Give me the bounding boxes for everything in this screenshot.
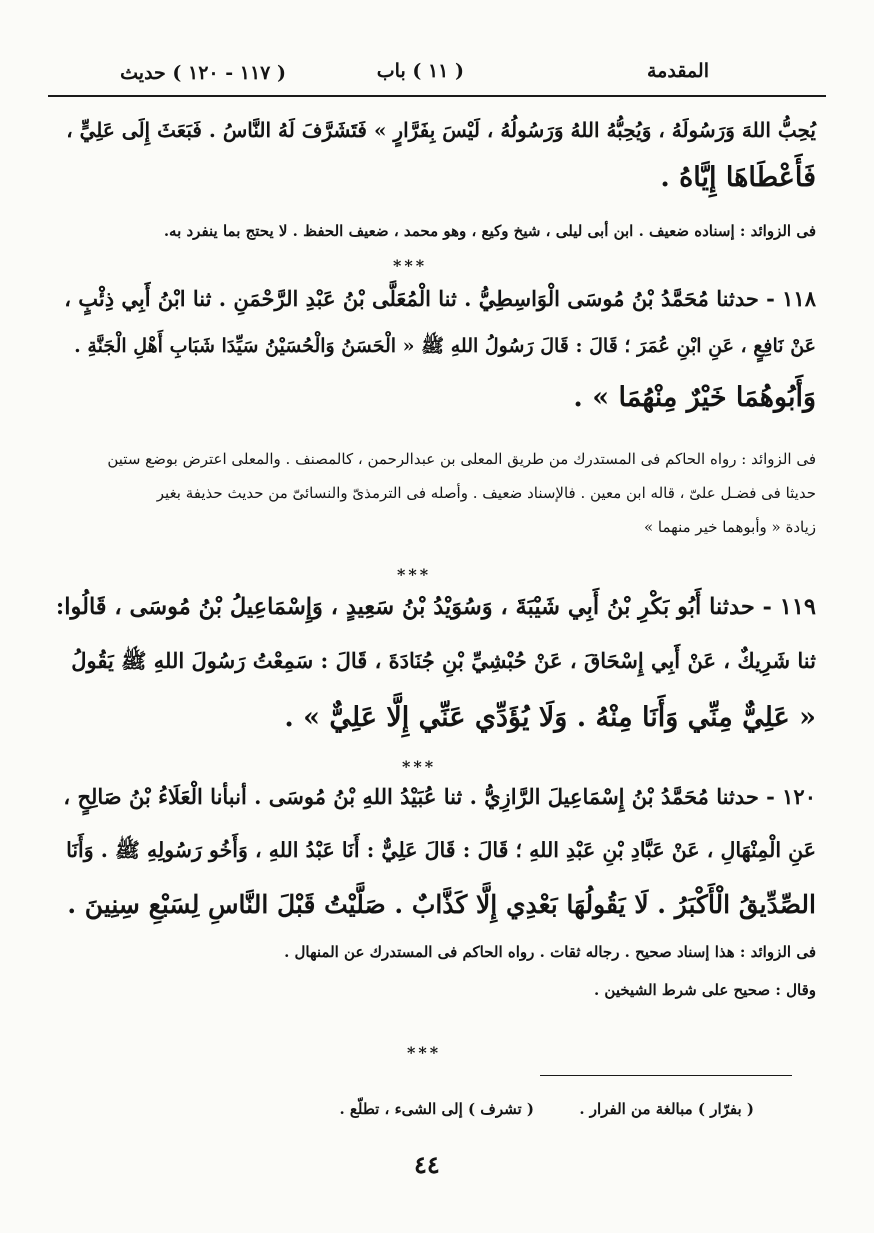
footnote-tasharraf: ( تشرف ) إلى الشىء ، تطلّع .: [339, 1100, 534, 1118]
separator-stars-3: ***: [402, 757, 437, 776]
separator-stars-1: ***: [393, 256, 428, 275]
footnote-firrar: ( بفرّار ) مبالغة من الفرار .: [579, 1100, 754, 1118]
hadith-118-line-2: عَنْ نَافِعٍ ، عَنِ ابْنِ عُمَرَ ؛ قَالَ : قَالَ رَسُولُ اللهِ ﷺ « الْحَسَنُ وَالْحُسَيْنُ سَيِّدَا شَبَابِ أَهْلِ الْجَنَّةِ .: [74, 335, 816, 357]
page-number: ٤٤: [414, 1150, 440, 1179]
separator-stars-4: ***: [407, 1043, 442, 1062]
hadith-118-line-1: ١١٨ - حدثنا مُحَمَّدُ بْنُ مُوسَى الْوَاسِطِيُّ . ثنا الْمُعَلَّى بْنُ عَبْدِ الرَّحْمَنِ . ثنا ابْنُ أَبِي ذِئْبٍ ،: [64, 286, 816, 311]
zawaid-note-120-line-2: وقال : صحيح على شرط الشيخين .: [593, 981, 816, 999]
header-chapter: ( ١١ ) باب: [376, 60, 464, 82]
hadith-118-line-3: وَأَبُوهُمَا خَيْرٌ مِنْهُمَا » .: [573, 382, 816, 413]
hadith-120-line-1: ١٢٠ - حدثنا مُحَمَّدُ بْنُ إِسْمَاعِيلَ الرَّازِيُّ . ثنا عُبَيْدُ اللهِ بْنُ مُوسَى . أنبأنا الْعَلَاءُ بْنُ صَالِحٍ ،: [63, 784, 816, 809]
zawaid-note-118-line-3: زيادة « وأبوهما خير منهما »: [643, 518, 816, 536]
header-rule: [48, 95, 826, 97]
hadith-117-line-2: فَأَعْطَاهَا إِيَّاهُ .: [660, 162, 816, 193]
hadith-120-line-2: عَنِ الْمِنْهَالِ ، عَنْ عَبَّادِ بْنِ عَبْدِ اللهِ ؛ قَالَ : قَالَ عَلِيٌّ : أَنَا عَبْدُ اللهِ ، وَأَخُو رَسُولِهِ ﷺ . وَأَنَا: [66, 838, 816, 862]
hadith-119-line-2: ثنا شَرِيكٌ ، عَنْ أَبِي إِسْحَاقَ ، عَنْ حُبْشِيِّ بْنِ جُنَادَةَ ، قَالَ : سَمِعْتُ رَسُولَ اللهِ ﷺ يَقُولُ: [71, 648, 816, 673]
footnote-rule: [540, 1075, 792, 1076]
zawaid-note-117: فى الزوائد : إسناده ضعيف . ابن أبى ليلى ، شيخ وكيع ، وهو محمد ، ضعيف الحفظ . لا يحتج بما ينفرد به.: [163, 222, 816, 240]
hadith-119-line-3: « عَلِيٌّ مِنِّي وَأَنَا مِنْهُ . وَلَا يُؤَدِّي عَنِّي إِلَّا عَلِيٌّ » .: [284, 702, 816, 733]
hadith-120-line-3: الصِّدِّيقُ الْأَكْبَرُ . لَا يَقُولُهَا بَعْدِي إِلَّا كَذَّابٌ . صَلَّيْتُ قَبْلَ النَّاسِ لِسَبْعِ سِنِينَ .: [67, 890, 816, 919]
header-hadith-range: ( ١١٧ - ١٢٠ ) حديث: [120, 62, 286, 84]
zawaid-note-118-line-2: حديثا فى فضـل علىّ ، قاله ابن معين . فالإسناد ضعيف . وأصله فى الترمذىّ والنسائىّ من حديث حذيفة بغير: [156, 484, 816, 502]
header-section-title: المقدمة: [646, 60, 709, 82]
hadith-117-line-1: يُحِبُّ اللهَ وَرَسُولَهُ ، وَيُحِبُّهُ اللهُ وَرَسُولُهُ ، لَيْسَ بِفَرَّارٍ » فَتَشَرَّفَ لَهُ النَّاسُ . فَبَعَثَ إِلَى عَلِيٍّ ،: [66, 118, 816, 142]
zawaid-note-120-line-1: فى الزوائد : هذا إسناد صحيح . رجاله ثقات . رواه الحاكم فى المستدرك عن المنهال .: [284, 943, 816, 961]
hadith-119-line-1: ١١٩ - حدثنا أَبُو بَكْرِ بْنُ أَبِي شَيْبَةَ ، وَسُوَيْدُ بْنُ سَعِيدٍ ، وَإِسْمَاعِيلُ بْنُ مُوسَى ، قَالُوا:: [55, 594, 816, 620]
zawaid-note-118-line-1: فى الزوائد : رواه الحاكم فى المستدرك من طريق المعلى بن عبدالرحمن ، كالمصنف . والمعلى اعترض بوضع ستين: [107, 450, 816, 468]
separator-stars-2: ***: [397, 565, 432, 584]
